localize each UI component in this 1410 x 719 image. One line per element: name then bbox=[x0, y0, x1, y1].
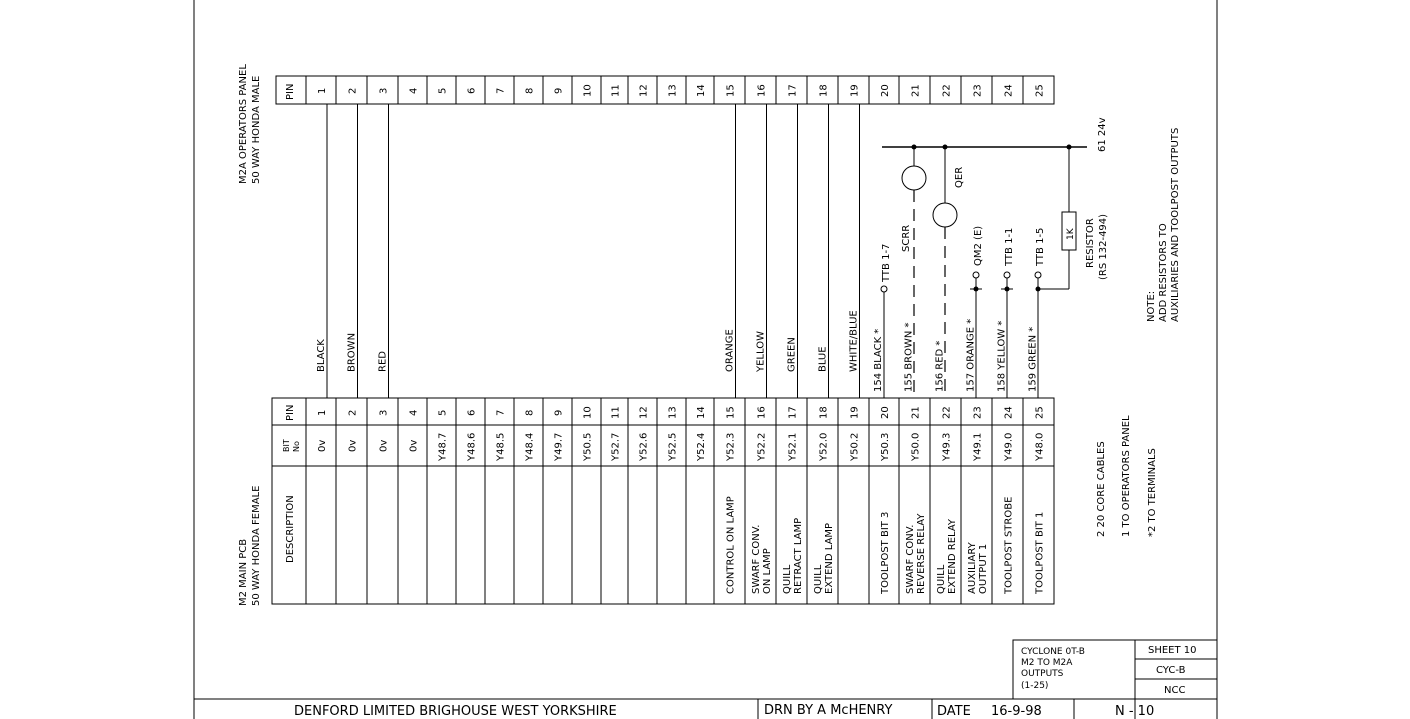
bit-number: 0v bbox=[317, 439, 328, 452]
bit-number: Y52.5 bbox=[667, 432, 679, 461]
bit-number: Y52.7 bbox=[610, 432, 622, 461]
pin-description: EXTEND RELAY bbox=[947, 518, 958, 594]
terminal-qm2 bbox=[973, 272, 979, 278]
bit-number: Y49.7 bbox=[553, 432, 565, 461]
bottom-pin-number: 19 bbox=[849, 406, 861, 419]
legend-line-3: *2 TO TERMINALS bbox=[1147, 448, 1158, 537]
sheet-number: SHEET 10 bbox=[1148, 645, 1197, 656]
description-header: DESCRIPTION bbox=[285, 495, 296, 563]
bottom-pin-number: 6 bbox=[466, 409, 478, 416]
bottom-pin-number: 5 bbox=[437, 409, 449, 416]
pin-description: ON LAMP bbox=[762, 548, 773, 594]
bit-number: Y48.6 bbox=[466, 432, 478, 461]
pin-description: QUILL bbox=[936, 564, 947, 594]
pin-description: TOOLPOST STROBE bbox=[1003, 496, 1015, 594]
bottom-connector-title-2: 50 WAY HONDA FEMALE bbox=[251, 485, 262, 606]
title-block bbox=[294, 640, 1217, 719]
relay-coil-scrr bbox=[902, 166, 926, 190]
bottom-pin-number: 2 bbox=[347, 409, 359, 416]
bit-number: 0v bbox=[408, 439, 420, 452]
output-circuit bbox=[881, 117, 1109, 398]
note-line-1: ADD RESISTORS TO bbox=[1158, 223, 1169, 322]
top-pin-number: 22 bbox=[941, 84, 953, 97]
top-pin-number: 9 bbox=[553, 87, 565, 94]
resistor-name: RESISTOR bbox=[1085, 218, 1096, 268]
bottom-pin-number: 4 bbox=[408, 409, 420, 416]
bottom-pin-number: 8 bbox=[524, 409, 536, 416]
pin-description: RETRACT LAMP bbox=[793, 517, 804, 594]
title-desc-2: M2 TO M2A bbox=[1021, 658, 1073, 668]
bottom-pin-number: 17 bbox=[787, 406, 799, 419]
bottom-pin-number: 23 bbox=[972, 406, 984, 419]
core-wire-label: 157 ORANGE * bbox=[965, 318, 977, 392]
wire-color-label: ORANGE bbox=[724, 329, 736, 372]
core-wire-label: 155 BROWN * bbox=[903, 322, 915, 392]
core-wire-label: 154 BLACK * bbox=[873, 328, 884, 392]
terminal-ttb-1-7 bbox=[881, 286, 887, 292]
top-connector-title-2: 50 WAY HONDA MALE bbox=[251, 75, 262, 184]
top-pin-number: 14 bbox=[696, 84, 707, 97]
legend-line-1: 2 20 CORE CABLES bbox=[1096, 441, 1107, 537]
top-pin-number: 16 bbox=[756, 84, 768, 97]
top-pin-number: 12 bbox=[638, 84, 650, 97]
bit-number: Y52.4 bbox=[696, 432, 707, 461]
terminal-ttb-1-1 bbox=[1004, 272, 1010, 278]
bit-number: Y49.0 bbox=[1003, 432, 1015, 461]
wire-color-label: BLUE bbox=[817, 346, 829, 372]
bottom-pin-number: 20 bbox=[880, 406, 891, 419]
wires bbox=[316, 104, 1039, 398]
bit-number: Y48.5 bbox=[495, 432, 507, 461]
bottom-pin-header: PIN bbox=[285, 404, 296, 421]
bit-number: Y50.0 bbox=[910, 432, 922, 461]
wire-color-label: GREEN bbox=[786, 337, 798, 372]
bottom-pin-number: 9 bbox=[553, 409, 565, 416]
date-value: 16-9-98 bbox=[991, 704, 1042, 719]
bottom-pin-number: 22 bbox=[941, 406, 953, 419]
terminal-20-label: TTB 1-7 bbox=[881, 243, 892, 282]
date-label: DATE bbox=[937, 704, 971, 719]
top-connector bbox=[276, 76, 1054, 104]
top-pin-number: 10 bbox=[582, 84, 594, 97]
wire-color-label: BLACK bbox=[316, 339, 327, 372]
title-desc-4: (1-25) bbox=[1021, 681, 1049, 691]
bottom-pin-number: 1 bbox=[317, 409, 328, 416]
bottom-pin-number: 14 bbox=[696, 406, 707, 419]
bit-number: 0v bbox=[347, 439, 359, 452]
bit-number: Y50.3 bbox=[880, 432, 891, 461]
ncc-label: NCC bbox=[1164, 685, 1186, 696]
top-pin-number: 19 bbox=[849, 84, 861, 97]
bottom-pin-number: 10 bbox=[582, 406, 594, 419]
terminal-25-label: TTB 1-5 bbox=[1035, 227, 1046, 266]
bit-number: Y48.7 bbox=[437, 432, 449, 461]
bit-number: Y50.2 bbox=[849, 432, 861, 461]
pin-description: REVERSE RELAY bbox=[916, 513, 927, 594]
top-pin-number: 6 bbox=[466, 87, 478, 94]
wire-color-label: BROWN bbox=[346, 332, 358, 372]
bottom-pin-number: 15 bbox=[725, 406, 737, 419]
top-pin-number: 23 bbox=[972, 84, 984, 97]
top-pin-number: 1 bbox=[317, 87, 328, 94]
top-pin-number: 20 bbox=[880, 84, 891, 97]
pin-description: QUILL bbox=[813, 564, 824, 594]
pin-description: TOOLPOST BIT 1 bbox=[1034, 511, 1046, 594]
bit-number: Y52.1 bbox=[787, 432, 799, 461]
top-pin-number: 15 bbox=[725, 84, 737, 97]
bit-number: Y48.4 bbox=[524, 432, 536, 461]
top-pin-number: 8 bbox=[524, 87, 536, 94]
resistor-value: 1K bbox=[1066, 228, 1076, 240]
drawing-number: N - 10 bbox=[1115, 704, 1155, 719]
pin-description: AUXILIARY bbox=[967, 542, 978, 594]
bottom-pin-number: 13 bbox=[667, 406, 679, 419]
core-wire-label: 159 GREEN * bbox=[1027, 326, 1039, 392]
bottom-pin-number: 7 bbox=[495, 409, 507, 416]
bit-number: Y49.1 bbox=[972, 432, 984, 461]
bit-number: Y52.2 bbox=[756, 432, 768, 461]
bit-number: Y48.0 bbox=[1034, 432, 1046, 461]
bit-number: Y52.6 bbox=[638, 432, 650, 461]
pin-description: TOOLPOST BIT 3 bbox=[880, 511, 891, 594]
bottom-pin-number: 24 bbox=[1003, 406, 1015, 419]
title-desc-3: OUTPUTS bbox=[1021, 669, 1064, 679]
top-pin-number: 24 bbox=[1003, 84, 1015, 97]
top-pin-number: 5 bbox=[437, 87, 449, 94]
resistor-part: (RS 132-494) bbox=[1098, 213, 1109, 280]
terminal-23-label: QM2 (E) bbox=[973, 225, 984, 266]
top-pin-number: 2 bbox=[347, 87, 359, 94]
top-pin-number: 17 bbox=[787, 84, 799, 97]
relay-qer-label: QER bbox=[954, 166, 965, 188]
top-pin-number: 4 bbox=[408, 87, 420, 94]
bottom-pin-number: 11 bbox=[610, 406, 622, 419]
bottom-pin-number: 18 bbox=[818, 406, 830, 419]
pin-description: EXTEND LAMP bbox=[824, 522, 835, 594]
bit-header-2: No bbox=[292, 441, 301, 452]
title-desc-1: CYCLONE 0T-B bbox=[1021, 647, 1085, 657]
top-pin-number: 7 bbox=[495, 87, 507, 94]
bottom-pin-number: 16 bbox=[756, 406, 768, 419]
bit-number: Y52.0 bbox=[818, 432, 830, 461]
legend-line-2: 1 TO OPERATORS PANEL bbox=[1121, 415, 1132, 537]
note-line-2: AUXILIARIES AND TOOLPOST OUTPUTS bbox=[1170, 127, 1181, 322]
bit-header-1: BIT bbox=[282, 439, 291, 452]
top-pin-number: 25 bbox=[1034, 84, 1046, 97]
bit-number: Y49.3 bbox=[941, 432, 953, 461]
top-pin-number: 18 bbox=[818, 84, 830, 97]
core-wire-label: 156 RED * bbox=[934, 340, 946, 392]
bit-number: Y52.3 bbox=[725, 432, 737, 461]
wire-color-label: RED bbox=[377, 351, 389, 372]
pin-description: OUTPUT 1 bbox=[978, 543, 989, 594]
supply-label: 61 24v bbox=[1097, 117, 1108, 152]
wire-color-label: WHITE/BLUE bbox=[848, 310, 860, 372]
bit-number: 0v bbox=[378, 439, 390, 452]
drawn-by: DRN BY A McHENRY bbox=[764, 703, 893, 718]
top-pin-number: 11 bbox=[610, 84, 622, 97]
company-name: DENFORD LIMITED BRIGHOUSE WEST YORKSHIRE bbox=[294, 704, 617, 719]
top-pin-number: 3 bbox=[378, 87, 390, 94]
pin-description: SWARF CONV. bbox=[751, 524, 762, 594]
drawing-code: CYC-B bbox=[1156, 665, 1186, 676]
pin-description: CONTROL ON LAMP bbox=[725, 496, 737, 594]
terminal-ttb-1-5 bbox=[1035, 272, 1041, 278]
bottom-pin-number: 25 bbox=[1034, 406, 1046, 419]
top-pin-number: 21 bbox=[910, 84, 922, 97]
wire-color-label: YELLOW bbox=[755, 331, 767, 372]
note-title: NOTE: bbox=[1146, 290, 1157, 322]
bottom-connector-title-1: M2 MAIN PCB bbox=[238, 538, 249, 606]
pin-description: SWARF CONV. bbox=[905, 524, 916, 594]
top-connector-title-1: M2A OPERATORS PANEL bbox=[238, 64, 249, 184]
top-pin-header: PIN bbox=[285, 83, 296, 100]
pin-description: QUILL bbox=[782, 564, 793, 594]
core-wire-label: 158 YELLOW * bbox=[996, 320, 1008, 392]
bit-number: Y50.5 bbox=[582, 432, 594, 461]
bottom-pin-number: 12 bbox=[638, 406, 650, 419]
relay-coil-qer bbox=[933, 203, 957, 227]
top-pin-number: 13 bbox=[667, 84, 679, 97]
pin-columns bbox=[306, 76, 1054, 604]
bottom-pin-number: 3 bbox=[378, 409, 390, 416]
terminal-24-label: TTB 1-1 bbox=[1004, 227, 1015, 266]
bottom-pin-number: 21 bbox=[910, 406, 922, 419]
relay-scrr-label: SCRR bbox=[901, 224, 912, 252]
